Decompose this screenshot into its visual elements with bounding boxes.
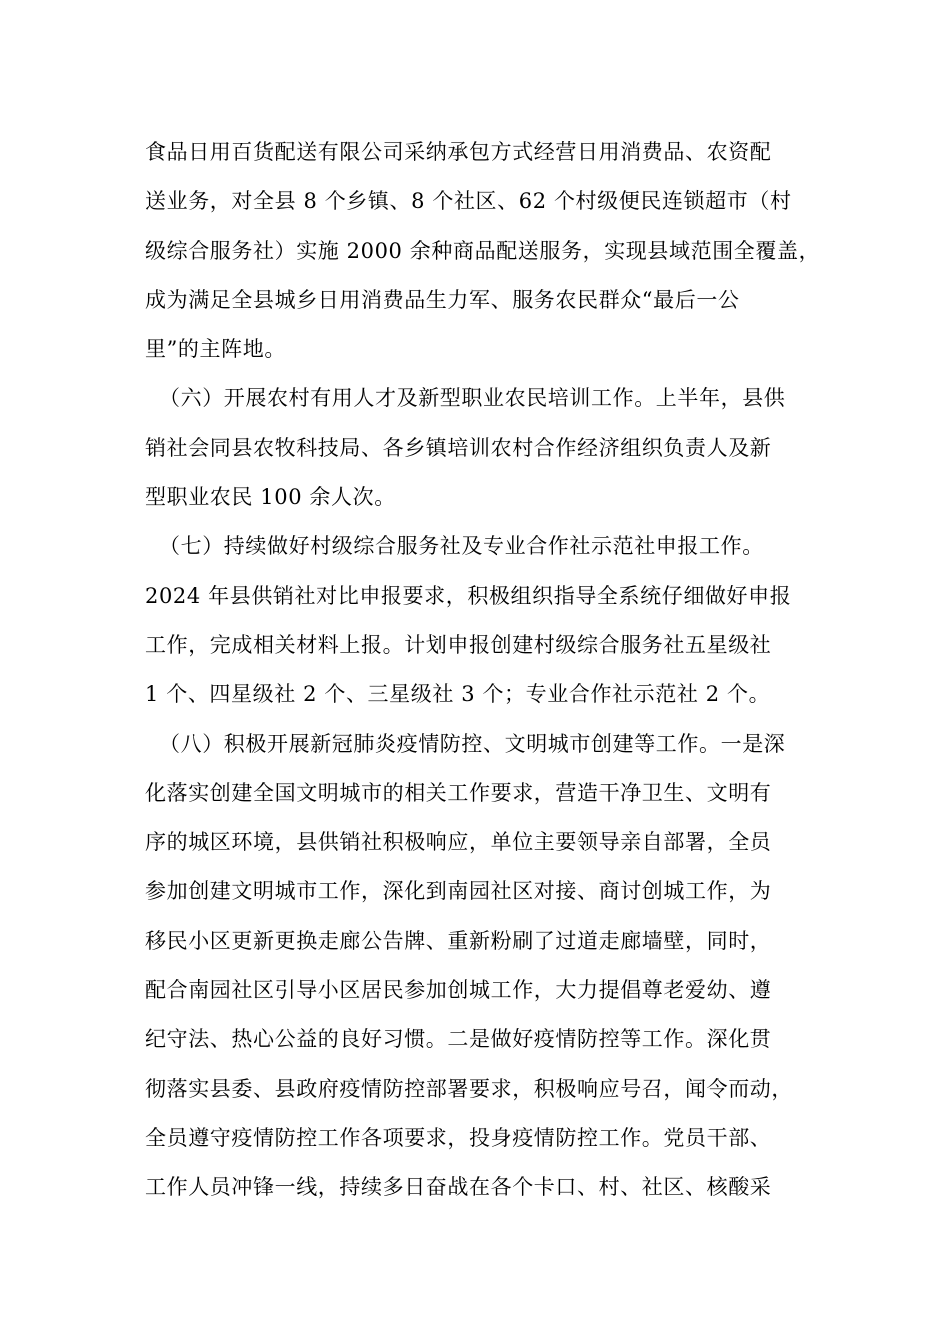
- text-line: 全员遵守疫情防控工作各项要求，投身疫情防控工作。党员干部、: [145, 1125, 772, 1150]
- text-line: 工作人员冲锋一线，持续多日奋战在各个卡口、村、社区、核酸采: [145, 1175, 772, 1200]
- text-line: 1 个、四星级社 2 个、三星级社 3 个；专业合作社示范社 2 个。: [145, 682, 771, 707]
- text-line: 彻落实县委、县政府疫情防控部署要求，积极响应号召，闻令而动，: [145, 1076, 793, 1101]
- text-line: 移民小区更新更换走廊公告牌、重新粉刷了过道走廊墙壁，同时，: [145, 928, 772, 953]
- text-line: 型职业农民 100 余人次。: [145, 485, 396, 510]
- section-heading-8: （八）积极开展新冠肺炎疫情防控、文明城市创建等工作。一是深: [159, 731, 786, 756]
- body-text: [145, 128, 821, 1213]
- section-heading-7: （七）持续做好村级综合服务社及专业合作社示范社申报工作。: [159, 534, 764, 559]
- text-line: 纪守法、热心公益的良好习惯。二是做好疫情防控等工作。深化贯: [145, 1027, 772, 1052]
- text-line: 食品日用百货配送有限公司采纳承包方式经营日用消费品、农资配: [145, 140, 772, 164]
- text-line: 化落实创建全国文明城市的相关工作要求，营造干净卫生、文明有: [145, 780, 772, 805]
- text-line: 参加创建文明城市工作，深化到南园社区对接、商讨创城工作，为: [145, 879, 772, 904]
- text-line: 配合南园社区引导小区居民参加创城工作，大力提倡尊老爱幼、遵: [145, 978, 772, 1003]
- text-line: 销社会同县农牧科技局、各乡镇培训农村合作经济组织负责人及新: [145, 435, 772, 460]
- text-line: 送业务，对全县 8 个乡镇、8 个社区、62 个村级便民连锁超市（村: [145, 189, 792, 214]
- text-line: 序的城区环境，县供销社积极响应，单位主要领导亲自部署，全员: [145, 830, 772, 855]
- text-line: 工作，完成相关材料上报。计划申报创建村级综合服务社五星级社: [145, 632, 772, 657]
- section-heading-6: （六）开展农村有用人才及新型职业农民培训工作。上半年，县供: [159, 386, 786, 411]
- text-line: 成为满足全县城乡日用消费品生力军、服务农民群众“最后一公: [145, 287, 740, 312]
- text-line: 级综合服务社）实施 2000 余种商品配送服务，实现县域范围全覆盖，: [145, 238, 821, 263]
- text-line: 2024 年县供销社对比申报要求，积极组织指导全系统仔细做好申报: [145, 583, 792, 608]
- text-line: 里”的主阵地。: [145, 337, 286, 362]
